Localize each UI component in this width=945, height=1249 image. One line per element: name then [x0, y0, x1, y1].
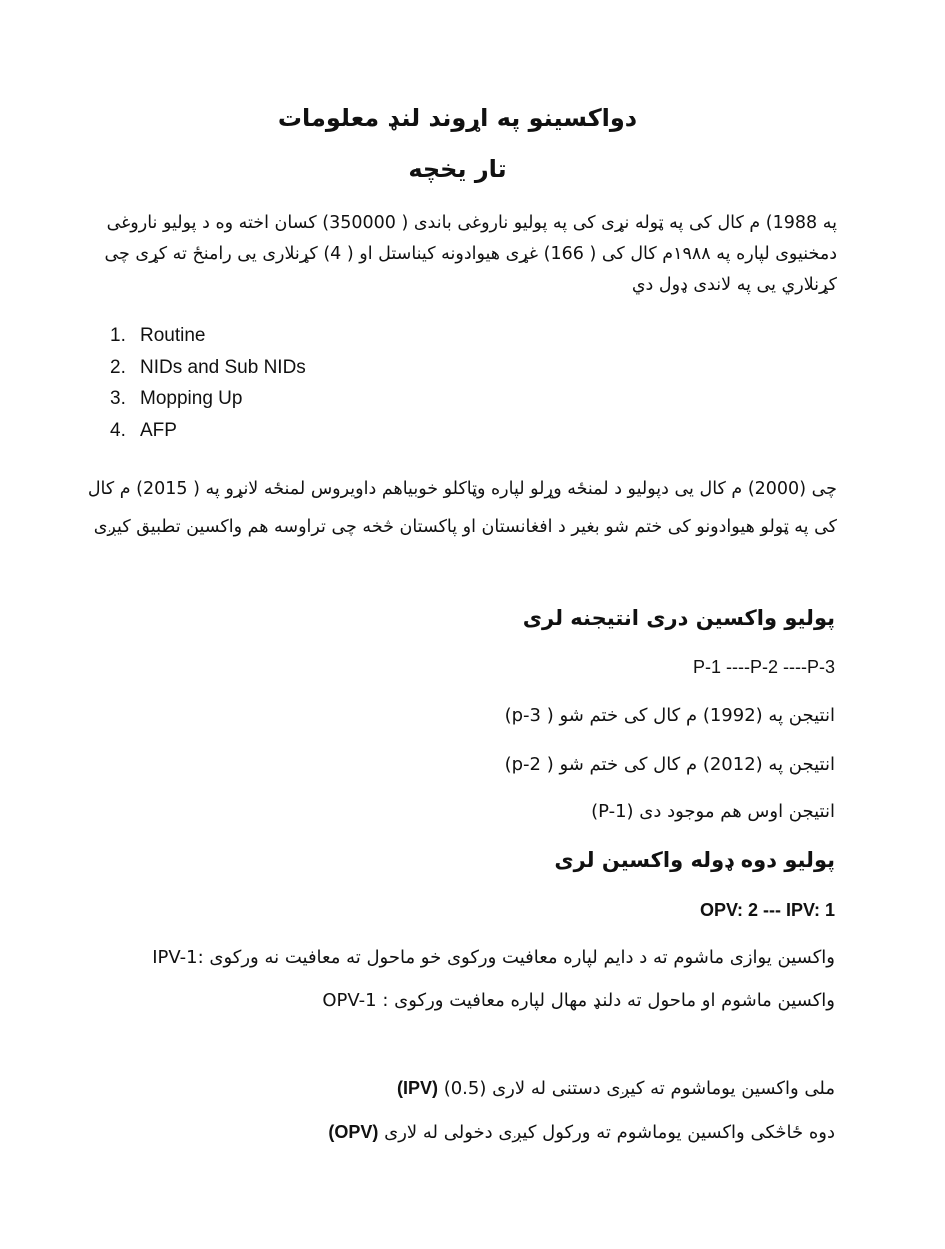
strains-line: P-1 ----P-2 ----P-3: [693, 657, 835, 677]
dosage-tag: (OPV): [328, 1122, 379, 1142]
intro-paragraph: په 1988) م کال کی په ټوله نړی کی په پولیو ناروغی باندی ( 350000) کسان اخته وه د پولیو ناروغی دمخنیوی لپاره په ۱۹۸۸م کال کی ( 166) غړی هیوادونه کیناستل او ( 4) کړنلاری یی رامنځ ته کړی چی کړنلاري یی په لاندی ډول دي: [104, 213, 837, 295]
type-note-opv: OPV-1 : واکسین ماشوم او ماحول ته دلنډ مهال لپاره معافیت ورکوی: [322, 990, 835, 1011]
strain-note-p2: (p-2 ) انتیجن په (2012) م کال کی ختم شو: [504, 754, 835, 775]
type-note-ipv: IPV-1: واکسین یوازی ماشوم ته د دایم لپاره معافیت ورکوی خو ماحول ته معافیت نه ورکوی: [152, 947, 835, 968]
strain-note-p3: (p-3 ) انتیجن په (1992) م کال کی ختم شو: [504, 705, 835, 726]
dosage-text: (0.5) ملی واکسین یوماشوم ته کیږی دستنی له لاری: [437, 1078, 835, 1099]
section-history-title: تار یخچه: [408, 155, 507, 183]
types-heading: پولیو دوه ډوله واکسین لری: [554, 848, 835, 872]
dosage-note-ipv: [397, 1078, 835, 1099]
types-line: OPV: 2 --- IPV: 1: [699, 900, 835, 920]
strains-heading: پولیو واکسین دری انتیجنه لری: [522, 606, 835, 630]
strain-note-p1: (P-1) انتیجن اوس هم موجود دی: [591, 801, 835, 822]
dosage-note-opv: [328, 1122, 835, 1143]
document-title: دواکسینو په اړوند لنډ معلومات: [277, 104, 638, 132]
list-item: 1. Routine: [110, 325, 206, 346]
goal-paragraph: چی (2000) م کال یی دپولیو د لمنځه وړلو لپاره وټاکلو خوبیاهم داویروس لمنځه لانړو په ( 2015) م کال کی په ټولو هیوادونو کی ختم شو بغیر د افغانستان او پاکستان څخه چی تراوسه هم واکسین تطبیق کیږی: [87, 479, 837, 537]
list-item: 2. NIDs and Sub NIDs: [110, 356, 306, 378]
list-item: 3. Mopping Up: [110, 388, 243, 409]
dosage-tag: (IPV): [396, 1078, 438, 1098]
strategy-list: [110, 320, 306, 446]
list-item: 4. AFP: [110, 419, 177, 441]
dosage-text: دوه ځاڅکی واکسین یوماشوم ته ورکول کیږی دخولی له لاری: [378, 1122, 835, 1143]
